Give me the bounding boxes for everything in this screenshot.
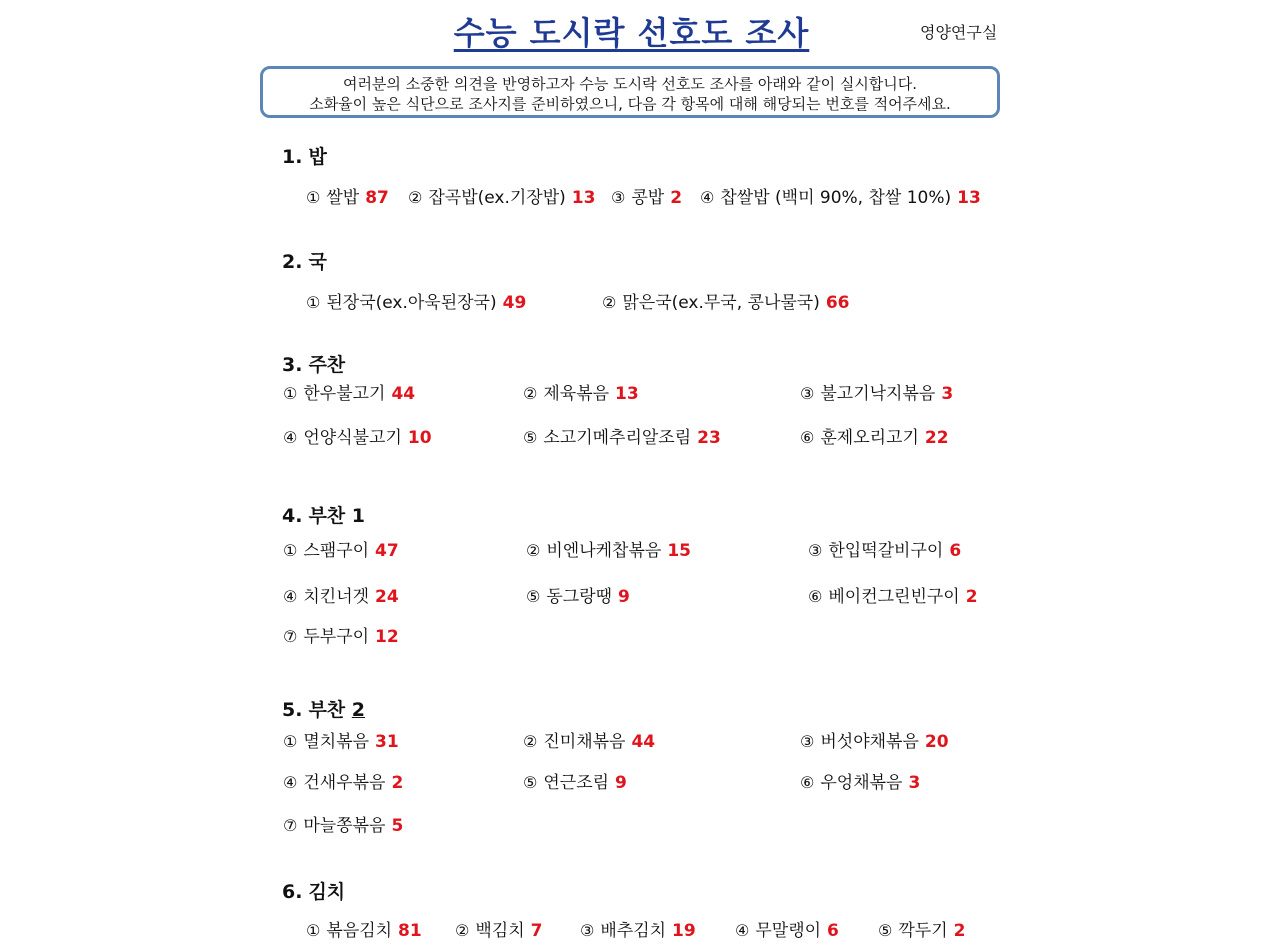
section-number: 2.	[282, 251, 303, 273]
option-number: ⑥	[800, 428, 815, 447]
section-title: 부찬	[308, 699, 346, 721]
option-item[interactable]	[283, 536, 399, 561]
option-label: 맑은국(ex.무국, 콩나물국)	[622, 293, 820, 313]
option-count: 87	[365, 188, 389, 208]
option-number: ④	[283, 587, 298, 606]
option-item[interactable]	[526, 582, 630, 607]
option-label: 훈제오리고기	[820, 428, 919, 448]
option-item[interactable]	[408, 183, 595, 208]
notice-line-2: 소화율이 높은 식단으로 조사지를 준비하였으니, 다음 각 항목에 대해 해당되는 번호를 적어주세요.	[309, 95, 951, 113]
option-count: 3	[908, 773, 921, 793]
option-item[interactable]	[283, 768, 403, 793]
option-count: 24	[375, 587, 399, 607]
option-count: 6	[827, 921, 839, 941]
option-count: 22	[924, 428, 949, 448]
notice-box	[260, 66, 1000, 118]
option-label: 우엉채볶음	[820, 773, 903, 793]
option-number: ④	[283, 773, 298, 792]
option-item[interactable]	[523, 768, 627, 793]
option-item[interactable]	[800, 727, 949, 752]
option-label: 치킨너겟	[303, 587, 370, 607]
option-count: 5	[391, 816, 404, 836]
option-label: 제육볶음	[543, 384, 610, 404]
section-title: 김치	[308, 881, 346, 903]
option-label: 백김치	[475, 921, 525, 941]
option-number: ⑤	[523, 773, 538, 792]
option-number: ②	[602, 293, 617, 312]
option-item[interactable]	[735, 916, 839, 941]
option-number: ⑤	[523, 428, 538, 447]
option-count: 49	[502, 293, 527, 313]
section-heading-side-dish-2	[282, 695, 365, 722]
option-number: ①	[283, 732, 298, 751]
section-title: 국	[308, 251, 327, 273]
option-count: 23	[697, 428, 721, 448]
option-number: ⑤	[878, 921, 893, 940]
option-count: 47	[375, 541, 399, 561]
section-number: 6.	[282, 881, 303, 903]
option-count: 13	[615, 384, 639, 404]
option-label: 마늘쫑볶음	[303, 816, 386, 836]
option-label: 한입떡갈비구이	[828, 541, 944, 561]
option-number: ④	[700, 188, 715, 207]
option-number: ①	[283, 384, 298, 403]
section-title: 부찬 1	[308, 505, 365, 527]
option-label: 콩밥	[631, 188, 665, 208]
option-number: ④	[735, 921, 750, 940]
option-item[interactable]	[283, 379, 415, 404]
section-heading-kimchi	[282, 877, 345, 904]
option-item[interactable]	[800, 423, 949, 448]
option-item[interactable]	[526, 536, 691, 561]
option-item[interactable]	[455, 916, 542, 941]
page-title: 수능 도시락 선호도 조사	[453, 14, 810, 52]
option-item[interactable]	[283, 811, 403, 836]
option-count: 2	[391, 773, 404, 793]
option-count: 2	[965, 587, 978, 607]
option-count: 10	[407, 428, 432, 448]
option-number: ②	[523, 732, 538, 751]
option-number: ⑥	[808, 587, 823, 606]
option-item[interactable]	[602, 288, 850, 313]
notice-line-1: 여러분의 소중한 의견을 반영하고자 수능 도시락 선호도 조사를 아래와 같이 실시합니다.	[342, 75, 918, 93]
option-label: 두부구이	[303, 627, 370, 647]
option-number: ①	[283, 541, 298, 560]
option-label: 한우불고기	[303, 384, 386, 404]
option-label: 배추김치	[600, 921, 667, 941]
option-number: ③	[580, 921, 595, 940]
option-count: 9	[618, 587, 630, 607]
option-item[interactable]	[700, 183, 981, 208]
option-item[interactable]	[523, 379, 639, 404]
option-number: ①	[306, 921, 321, 940]
option-count: 2	[670, 188, 683, 208]
section-number: 1.	[282, 146, 303, 168]
option-item[interactable]	[283, 727, 399, 752]
option-number: ②	[523, 384, 538, 403]
option-label: 동그랑땡	[546, 587, 613, 607]
section-heading-soup	[282, 247, 327, 274]
option-label: 진미채볶음	[543, 732, 626, 752]
option-number: ②	[455, 921, 470, 940]
option-label: 멸치볶음	[303, 732, 370, 752]
option-count: 44	[631, 732, 656, 752]
option-item[interactable]	[306, 288, 526, 313]
option-label: 연근조림	[543, 773, 610, 793]
option-label: 스팸구이	[303, 541, 370, 561]
option-number: ③	[611, 188, 626, 207]
section-heading-main-dish	[282, 350, 345, 377]
option-count: 2	[953, 921, 966, 941]
option-label: 소고기메추리알조림	[543, 428, 692, 448]
option-label: 무말랭이	[755, 921, 822, 941]
section-number: 3.	[282, 354, 303, 376]
option-item[interactable]	[878, 916, 965, 941]
option-label: 버섯야채볶음	[820, 732, 919, 752]
option-item[interactable]	[800, 379, 953, 404]
option-number: ②	[526, 541, 541, 560]
section-heading-rice	[282, 142, 327, 169]
option-count: 9	[615, 773, 627, 793]
option-label: 베이컨그린빈구이	[828, 587, 960, 607]
option-number: ④	[283, 428, 298, 447]
option-number: ⑦	[283, 627, 298, 646]
option-number: ③	[800, 732, 815, 751]
option-number: ⑦	[283, 816, 298, 835]
option-item[interactable]	[306, 916, 422, 941]
option-label: 깍두기	[898, 921, 948, 941]
option-label: 잡곡밥(ex.기장밥)	[428, 188, 566, 208]
option-count: 15	[667, 541, 691, 561]
option-label: 볶음김치	[326, 921, 393, 941]
option-count: 19	[672, 921, 696, 941]
option-item[interactable]	[580, 916, 696, 941]
option-count: 31	[375, 732, 399, 752]
option-label: 불고기낙지볶음	[820, 384, 936, 404]
option-label: 언양식불고기	[303, 428, 402, 448]
option-number: ⑤	[526, 587, 541, 606]
option-number: ①	[306, 293, 321, 312]
option-count: 7	[530, 921, 543, 941]
option-number: ②	[408, 188, 423, 207]
option-item[interactable]	[306, 183, 389, 208]
option-number: ③	[808, 541, 823, 560]
option-item[interactable]	[283, 622, 399, 647]
option-count: 13	[957, 188, 981, 208]
option-count: 81	[398, 921, 422, 941]
option-item[interactable]	[523, 423, 721, 448]
section-number: 4.	[282, 505, 303, 527]
option-count: 66	[825, 293, 850, 313]
option-item[interactable]	[808, 582, 978, 607]
option-label: 비엔나케찹볶음	[546, 541, 662, 561]
section-title-suffix: 2	[351, 699, 366, 721]
option-count: 13	[571, 188, 596, 208]
section-heading-side-dish-1	[282, 501, 365, 528]
option-label: 건새우볶음	[303, 773, 386, 793]
option-item[interactable]	[523, 727, 655, 752]
option-count: 44	[391, 384, 416, 404]
option-label: 된장국(ex.아욱된장국)	[326, 293, 497, 313]
option-count: 20	[924, 732, 949, 752]
option-count: 6	[949, 541, 962, 561]
option-number: ③	[800, 384, 815, 403]
option-item[interactable]	[611, 183, 682, 208]
option-label: 쌀밥	[326, 188, 360, 208]
option-number: ①	[306, 188, 321, 207]
option-count: 12	[375, 627, 399, 647]
option-item[interactable]	[283, 582, 399, 607]
option-number: ⑥	[800, 773, 815, 792]
option-item[interactable]	[808, 536, 961, 561]
option-count: 3	[941, 384, 954, 404]
option-label: 찹쌀밥 (백미 90%, 찹쌀 10%)	[720, 188, 952, 208]
section-number: 5.	[282, 699, 303, 721]
organization-label: 영양연구실	[920, 23, 998, 42]
option-item[interactable]	[800, 768, 920, 793]
section-title: 밥	[308, 146, 327, 168]
section-title: 주찬	[308, 354, 346, 376]
option-item[interactable]	[283, 423, 432, 448]
